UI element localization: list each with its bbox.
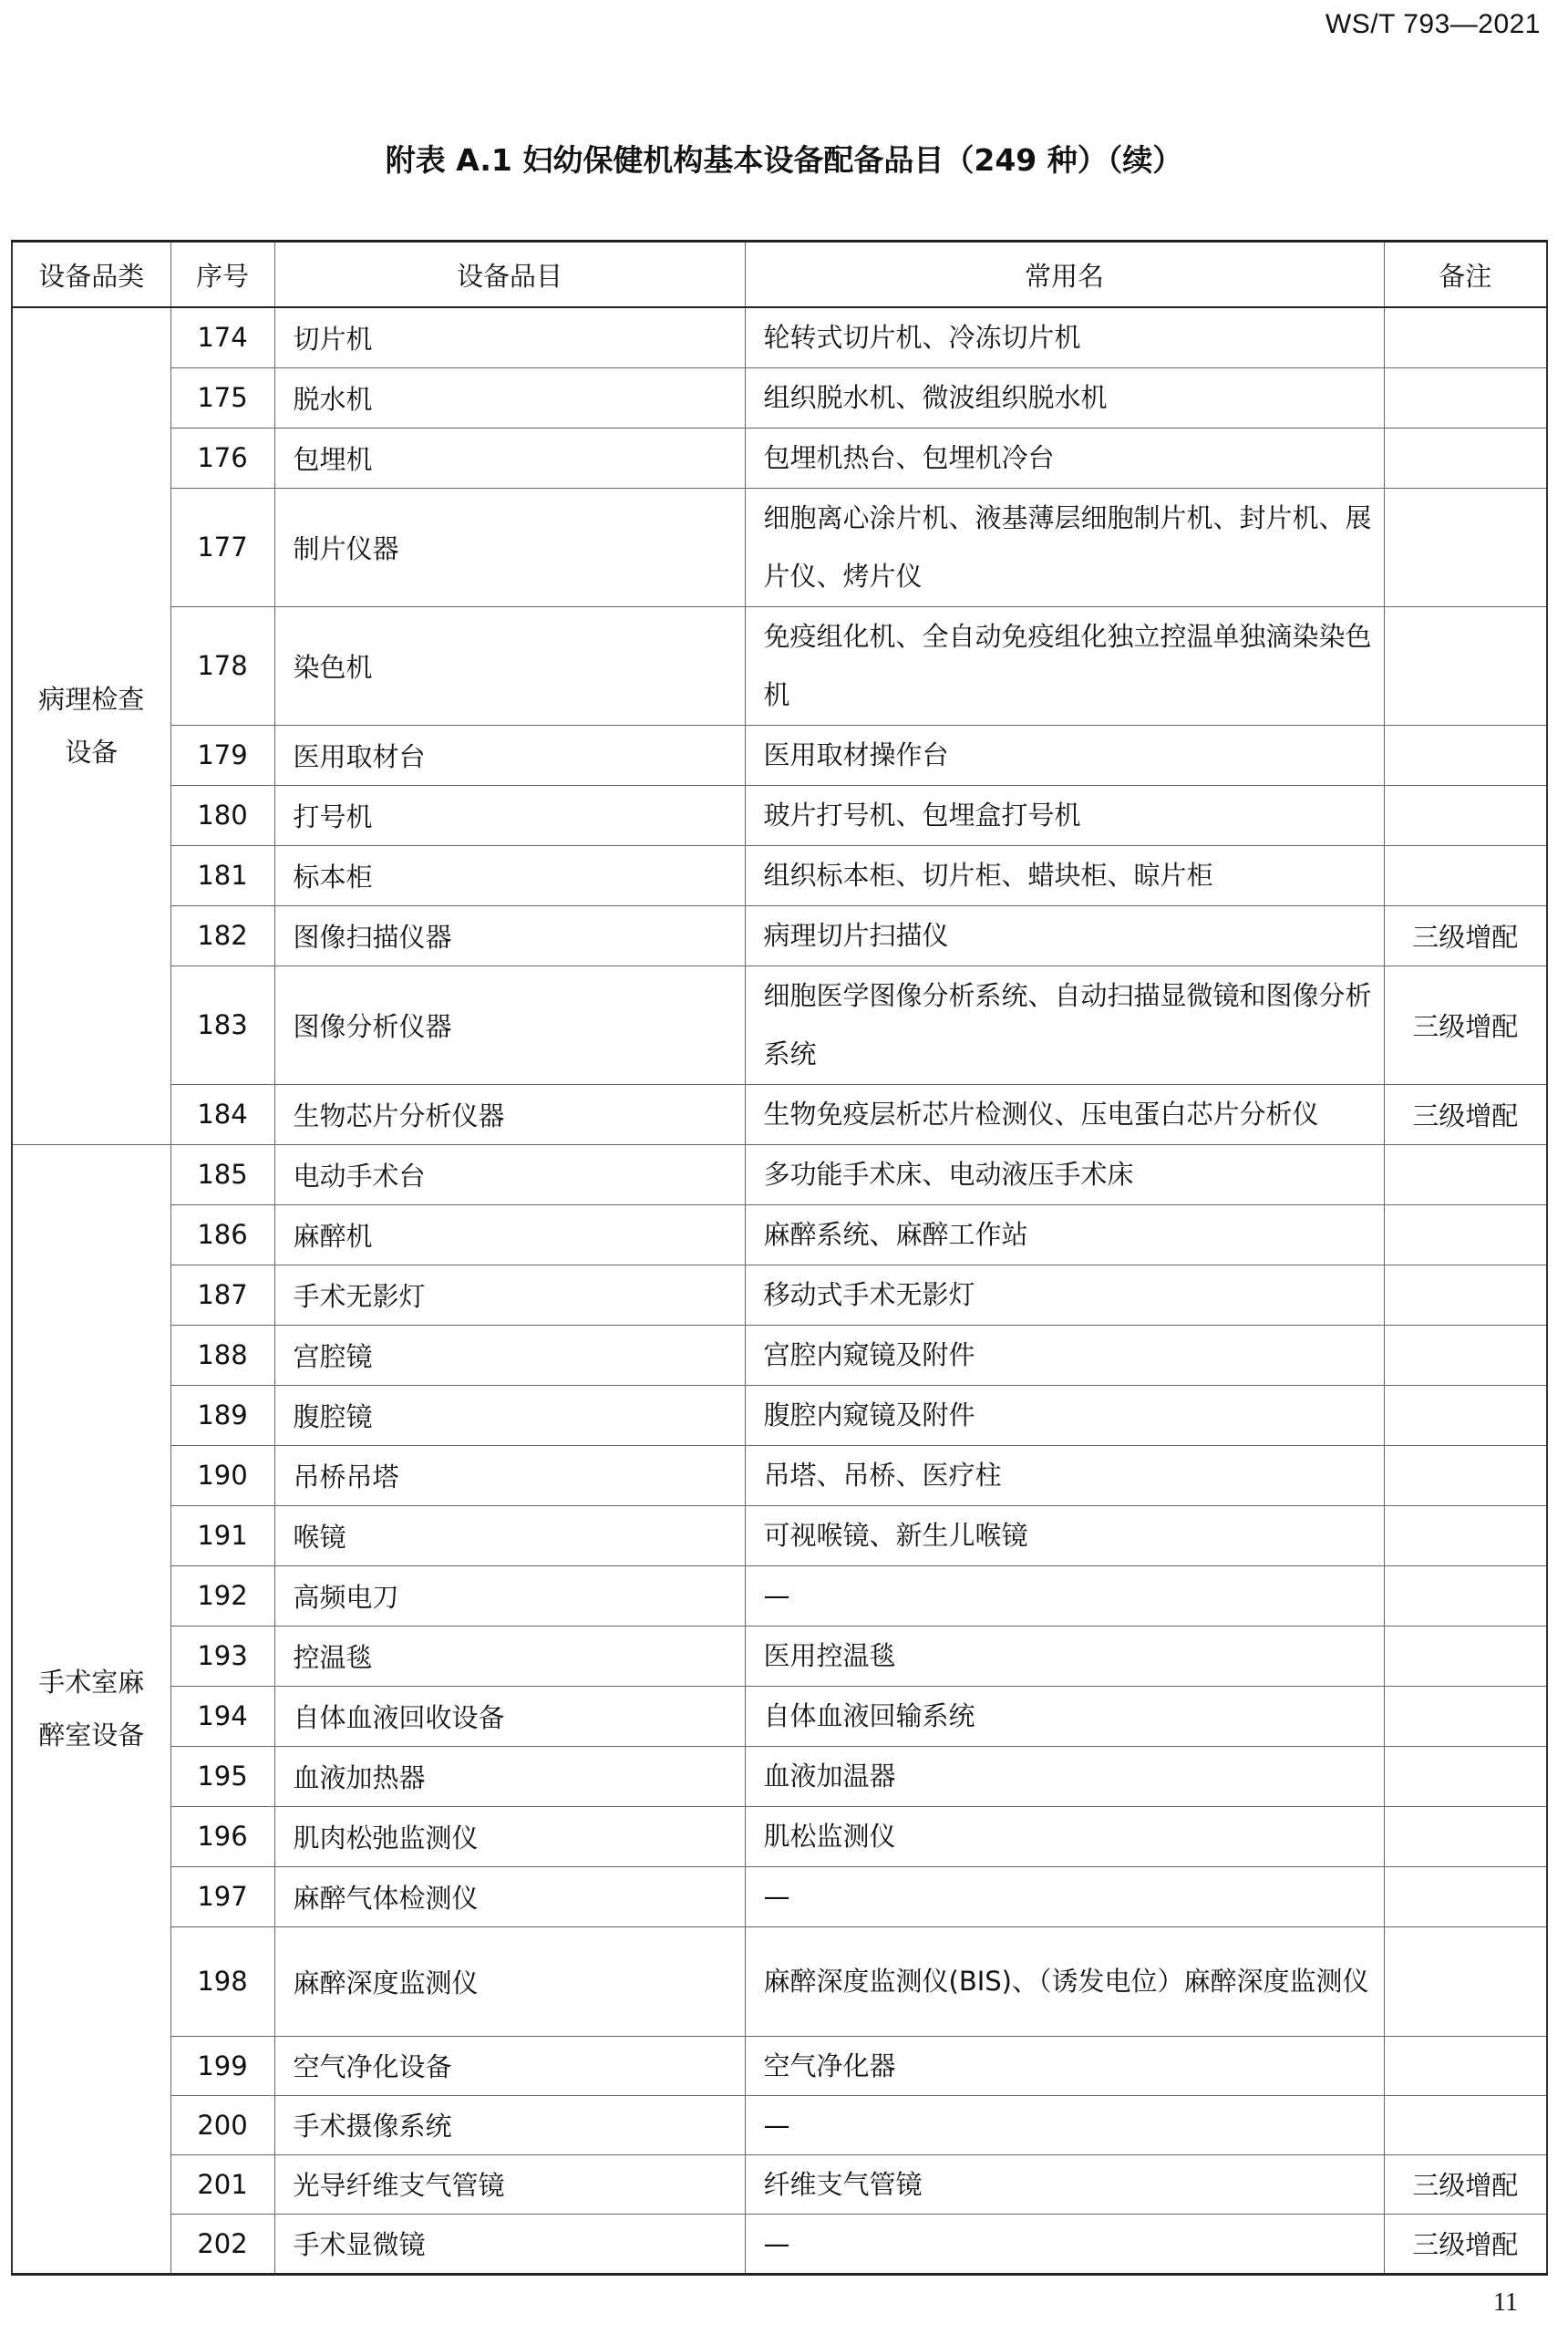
table-header-row (12, 242, 1547, 308)
row-number: 188 (170, 1325, 274, 1385)
header-category: 设备品类 (12, 242, 170, 308)
row-item: 制片仪器 (274, 488, 745, 606)
standard-code: WS/T 793—2021 (1325, 9, 1541, 39)
row-number: 182 (170, 905, 274, 966)
row-item: 手术无影灯 (274, 1265, 745, 1325)
row-number: 184 (170, 1084, 274, 1144)
table-row (12, 428, 1547, 488)
row-remarks: 三级增配 (1384, 1084, 1547, 1144)
table-row (12, 367, 1547, 428)
row-common-name: — (745, 2095, 1384, 2154)
row-item: 吊桥吊塔 (274, 1445, 745, 1505)
row-item: 生物芯片分析仪器 (274, 1084, 745, 1144)
row-common-name: 空气净化器 (745, 2036, 1384, 2095)
row-common-name: 肌松监测仪 (745, 1806, 1384, 1866)
row-common-name: 宫腔内窥镜及附件 (745, 1325, 1384, 1385)
row-common-name: 移动式手术无影灯 (745, 1265, 1384, 1325)
table-row (12, 2036, 1547, 2095)
table-row (12, 1565, 1547, 1626)
table-row (12, 1325, 1547, 1385)
row-item: 喉镜 (274, 1505, 745, 1565)
row-remarks (1384, 1265, 1547, 1325)
table-row (12, 1385, 1547, 1445)
category-line: 手术室麻 (38, 1667, 145, 1698)
row-remarks (1384, 1926, 1547, 2036)
table-row (12, 1144, 1547, 1204)
category-cell (12, 307, 170, 1144)
row-item: 脱水机 (274, 367, 745, 428)
row-item: 麻醉气体检测仪 (274, 1866, 745, 1926)
row-item: 腹腔镜 (274, 1385, 745, 1445)
row-remarks (1384, 1385, 1547, 1445)
row-item: 控温毯 (274, 1626, 745, 1686)
row-remarks (1384, 785, 1547, 845)
row-common-name: — (745, 2214, 1384, 2274)
header-number: 序号 (170, 242, 274, 308)
row-remarks (1384, 606, 1547, 725)
row-common-name: 组织标本柜、切片柜、蜡块柜、晾片柜 (745, 845, 1384, 905)
row-remarks (1384, 2095, 1547, 2154)
row-item: 麻醉机 (274, 1204, 745, 1265)
row-number: 180 (170, 785, 274, 845)
row-number: 174 (170, 307, 274, 367)
row-item: 图像分析仪器 (274, 966, 745, 1084)
row-number: 196 (170, 1806, 274, 1866)
row-item: 血液加热器 (274, 1746, 745, 1806)
row-item: 电动手术台 (274, 1144, 745, 1204)
row-common-name: 纤维支气管镜 (745, 2154, 1384, 2214)
row-remarks (1384, 1445, 1547, 1505)
row-remarks (1384, 1505, 1547, 1565)
row-common-name: 吊塔、吊桥、医疗柱 (745, 1445, 1384, 1505)
table-row (12, 1746, 1547, 1806)
row-item: 染色机 (274, 606, 745, 725)
table-row (12, 1204, 1547, 1265)
row-common-name: 细胞离心涂片机、液基薄层细胞制片机、封片机、展片仪、烤片仪 (745, 488, 1384, 606)
table-row (12, 1505, 1547, 1565)
row-number: 191 (170, 1505, 274, 1565)
table-row (12, 845, 1547, 905)
table-row (12, 966, 1547, 1084)
row-item: 图像扫描仪器 (274, 905, 745, 966)
row-common-name: 腹腔内窥镜及附件 (745, 1385, 1384, 1445)
row-number: 193 (170, 1626, 274, 1686)
row-remarks (1384, 1866, 1547, 1926)
row-number: 187 (170, 1265, 274, 1325)
table-row (12, 488, 1547, 606)
row-item: 手术显微镜 (274, 2214, 745, 2274)
row-remarks (1384, 1325, 1547, 1385)
row-common-name: 麻醉系统、麻醉工作站 (745, 1204, 1384, 1265)
table-row (12, 307, 1547, 367)
row-remarks (1384, 1806, 1547, 1866)
row-common-name: 生物免疫层析芯片检测仪、压电蛋白芯片分析仪 (745, 1084, 1384, 1144)
row-remarks (1384, 1686, 1547, 1746)
row-common-name: 玻片打号机、包埋盒打号机 (745, 785, 1384, 845)
table-row (12, 905, 1547, 966)
table-row (12, 606, 1547, 725)
table-row (12, 1866, 1547, 1926)
table-row (12, 1686, 1547, 1746)
table-row (12, 1265, 1547, 1325)
row-item: 标本柜 (274, 845, 745, 905)
category-line: 设备 (65, 737, 119, 769)
row-number: 181 (170, 845, 274, 905)
row-number: 201 (170, 2154, 274, 2214)
table-row (12, 2095, 1547, 2154)
table-row (12, 1084, 1547, 1144)
row-item: 光导纤维支气管镜 (274, 2154, 745, 2214)
table-row (12, 785, 1547, 845)
row-item: 医用取材台 (274, 725, 745, 785)
header-item: 设备品目 (274, 242, 745, 308)
row-common-name: 轮转式切片机、冷冻切片机 (745, 307, 1384, 367)
table-row (12, 1926, 1547, 2036)
row-number: 189 (170, 1385, 274, 1445)
row-remarks: 三级增配 (1384, 966, 1547, 1084)
table-row (12, 1806, 1547, 1866)
row-number: 186 (170, 1204, 274, 1265)
row-number: 192 (170, 1565, 274, 1626)
row-remarks (1384, 1626, 1547, 1686)
table-row (12, 1445, 1547, 1505)
row-number: 199 (170, 2036, 274, 2095)
row-item: 高频电刀 (274, 1565, 745, 1626)
row-number: 194 (170, 1686, 274, 1746)
row-number: 178 (170, 606, 274, 725)
row-number: 179 (170, 725, 274, 785)
row-remarks: 三级增配 (1384, 2214, 1547, 2274)
row-common-name: 麻醉深度监测仪(BIS)、（诱发电位）麻醉深度监测仪 (745, 1926, 1384, 2036)
header-remarks: 备注 (1384, 242, 1547, 308)
row-number: 197 (170, 1866, 274, 1926)
row-common-name: 组织脱水机、微波组织脱水机 (745, 367, 1384, 428)
table-row (12, 2154, 1547, 2214)
table-title: 附表 A.1 妇幼保健机构基本设备配备品目（249 种）（续） (385, 142, 1183, 178)
row-remarks: 三级增配 (1384, 905, 1547, 966)
row-item: 麻醉深度监测仪 (274, 1926, 745, 2036)
row-number: 183 (170, 966, 274, 1084)
row-number: 202 (170, 2214, 274, 2274)
row-number: 190 (170, 1445, 274, 1505)
row-number: 195 (170, 1746, 274, 1806)
row-remarks (1384, 845, 1547, 905)
row-remarks (1384, 428, 1547, 488)
row-common-name: 包埋机热台、包埋机冷台 (745, 428, 1384, 488)
row-item: 肌肉松弛监测仪 (274, 1806, 745, 1866)
table-row (12, 725, 1547, 785)
row-item: 空气净化设备 (274, 2036, 745, 2095)
row-number: 177 (170, 488, 274, 606)
row-common-name: 医用取材操作台 (745, 725, 1384, 785)
row-common-name: 病理切片扫描仪 (745, 905, 1384, 966)
row-item: 宫腔镜 (274, 1325, 745, 1385)
category-line: 醉室设备 (38, 1720, 145, 1750)
row-item: 打号机 (274, 785, 745, 845)
row-remarks (1384, 488, 1547, 606)
row-remarks (1384, 307, 1547, 367)
row-remarks (1384, 1565, 1547, 1626)
row-common-name: — (745, 1565, 1384, 1626)
row-common-name: — (745, 1866, 1384, 1926)
row-number: 175 (170, 367, 274, 428)
table-row (12, 1626, 1547, 1686)
row-remarks (1384, 367, 1547, 428)
row-common-name: 多功能手术床、电动液压手术床 (745, 1144, 1384, 1204)
row-remarks (1384, 1144, 1547, 1204)
row-item: 手术摄像系统 (274, 2095, 745, 2154)
page-number: 11 (1493, 2288, 1518, 2317)
row-common-name: 免疫组化机、全自动免疫组化独立控温单独滴染染色机 (745, 606, 1384, 725)
row-common-name: 细胞医学图像分析系统、自动扫描显微镜和图像分析系统 (745, 966, 1384, 1084)
row-number: 176 (170, 428, 274, 488)
row-remarks (1384, 1746, 1547, 1806)
row-remarks (1384, 2036, 1547, 2095)
header-common-name: 常用名 (745, 242, 1384, 308)
row-remarks: 三级增配 (1384, 2154, 1547, 2214)
row-common-name: 血液加温器 (745, 1746, 1384, 1806)
row-remarks (1384, 1204, 1547, 1265)
category-cell (12, 1144, 170, 2274)
category-line: 病理检查 (38, 684, 145, 716)
row-remarks (1384, 725, 1547, 785)
equipment-table (11, 240, 1548, 2276)
row-common-name: 自体血液回输系统 (745, 1686, 1384, 1746)
table-row (12, 2214, 1547, 2274)
row-common-name: 可视喉镜、新生儿喉镜 (745, 1505, 1384, 1565)
row-number: 200 (170, 2095, 274, 2154)
row-item: 包埋机 (274, 428, 745, 488)
row-number: 198 (170, 1926, 274, 2036)
row-number: 185 (170, 1144, 274, 1204)
row-item: 自体血液回收设备 (274, 1686, 745, 1746)
row-item: 切片机 (274, 307, 745, 367)
row-common-name: 医用控温毯 (745, 1626, 1384, 1686)
